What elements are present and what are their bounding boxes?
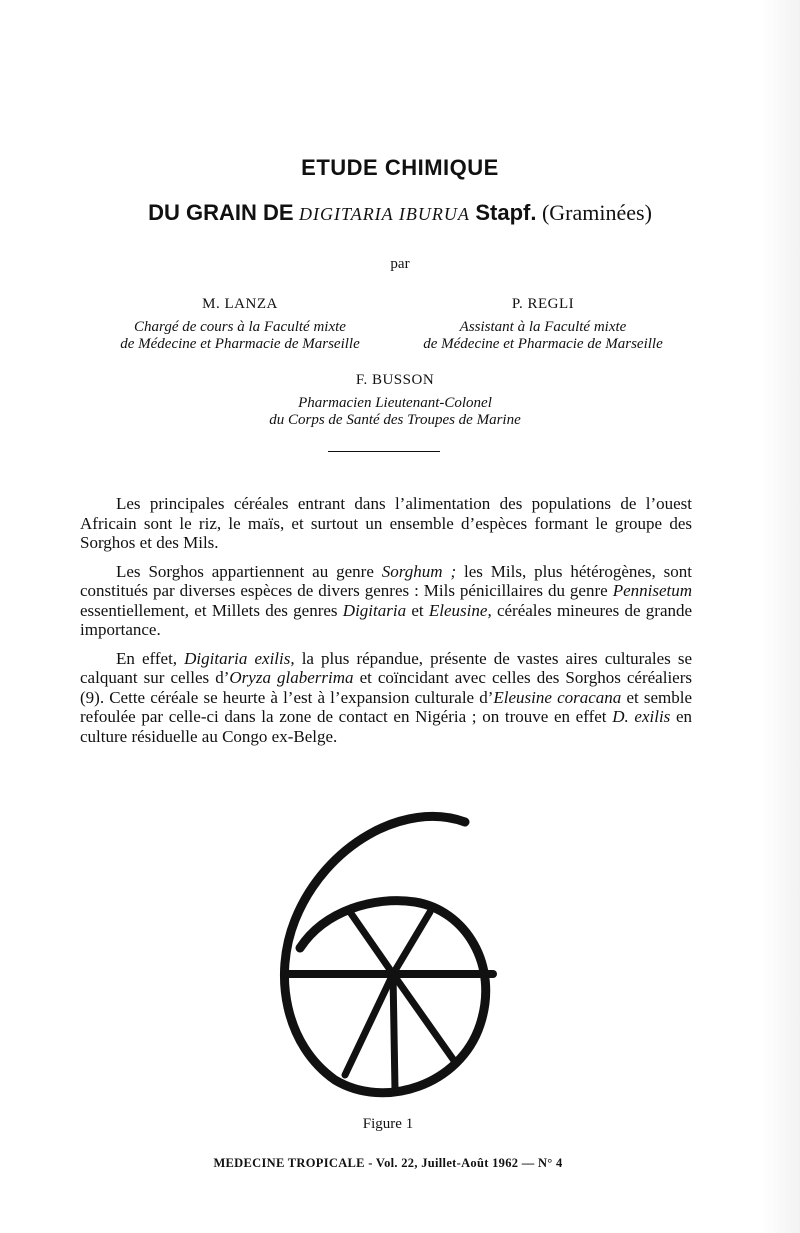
text-run: en culture résiduelle au Congo ex-Belge. [80, 707, 693, 746]
scan-edge-shading [760, 0, 800, 1233]
text-run: En effet, [116, 648, 178, 668]
title-family: (Graminées) [541, 200, 652, 225]
text-run: et semble refoulée par celle-ci dans la zone de contact en Nigéria ; on trouve en effet [80, 687, 692, 726]
author-block-regli [398, 296, 688, 353]
author-affiliation-line: Pharmacien Lieutenant-Colonel [298, 395, 492, 411]
author-affiliation-line: de Médecine et Pharmacie de Marseille [120, 336, 360, 352]
italic-genus: Eleusine, [428, 600, 492, 620]
author-affiliation-line: du Corps de Santé des Troupes de Marine [269, 412, 521, 428]
byline: par [390, 256, 410, 272]
text-run: les Mils, plus hétérogènes, sont constitués par diverses espèces de divers genres : Mils pénicillaires du genre [80, 561, 693, 600]
author-affiliation-line: Chargé de cours à la Faculté mixte [134, 319, 346, 335]
paragraph-3 [80, 649, 692, 747]
article-title-line-1: ETUDE CHIMIQUE [301, 155, 499, 180]
text-run: et coïncidant avec celles des Sorghos céréaliers (9). Cette céréale se heurte à l’est à l’expansion culturale d’ [80, 668, 693, 707]
author-block-lanza [100, 296, 380, 353]
author-block-busson [230, 372, 560, 429]
italic-species: Oryza glaberrima [229, 668, 354, 687]
title-prefix: DU GRAIN DE [148, 200, 294, 225]
paragraph-2 [80, 562, 692, 640]
author-name: P. REGLI [511, 296, 575, 312]
article-body [80, 494, 692, 755]
text-run: essentiellement, et Millets des genres [80, 600, 338, 620]
paragraph-1: Les principales céréales entrant dans l’alimentation des populations de l’ouest Africain sont le riz, le maïs, et surtout un ensemble d’espèces formant le groupe des Sorghos et des Mils. [80, 494, 692, 552]
title-authority: Stapf. [475, 200, 537, 225]
text-run: et [411, 600, 424, 620]
wheel-spiral-symbol-icon [255, 800, 515, 1100]
article-title-line-2 [0, 200, 800, 226]
italic-species: Eleusine coracana [493, 687, 622, 707]
italic-genus: Sorghum ; [381, 561, 457, 581]
author-name: F. BUSSON [355, 372, 435, 388]
author-name: M. LANZA [202, 296, 278, 312]
italic-genus: Pennisetum [612, 581, 693, 600]
journal-footer: MEDECINE TROPICALE - Vol. 22, Juillet-Août 1962 — N° 4 [213, 1156, 563, 1170]
italic-species: D. exilis [612, 707, 671, 726]
italic-species: Digitaria exilis, [184, 648, 295, 668]
author-affiliation-line: Assistant à la Faculté mixte [459, 319, 627, 335]
separator-rule [328, 451, 440, 452]
italic-genus: Digitaria [342, 600, 407, 620]
figure-1 [255, 800, 515, 1100]
text-run: céréales mineures de grande importance. [80, 600, 693, 639]
figure-caption: Figure 1 [362, 1116, 414, 1132]
text-run: la plus répandue, présente de vastes aires culturales se calquant sur celles d’ [80, 648, 693, 687]
author-affiliation-line: de Médecine et Pharmacie de Marseille [423, 336, 663, 352]
text-run: Les Sorghos appartiennent au genre [116, 561, 374, 581]
title-species: DIGITARIA IBURUA [299, 204, 470, 224]
